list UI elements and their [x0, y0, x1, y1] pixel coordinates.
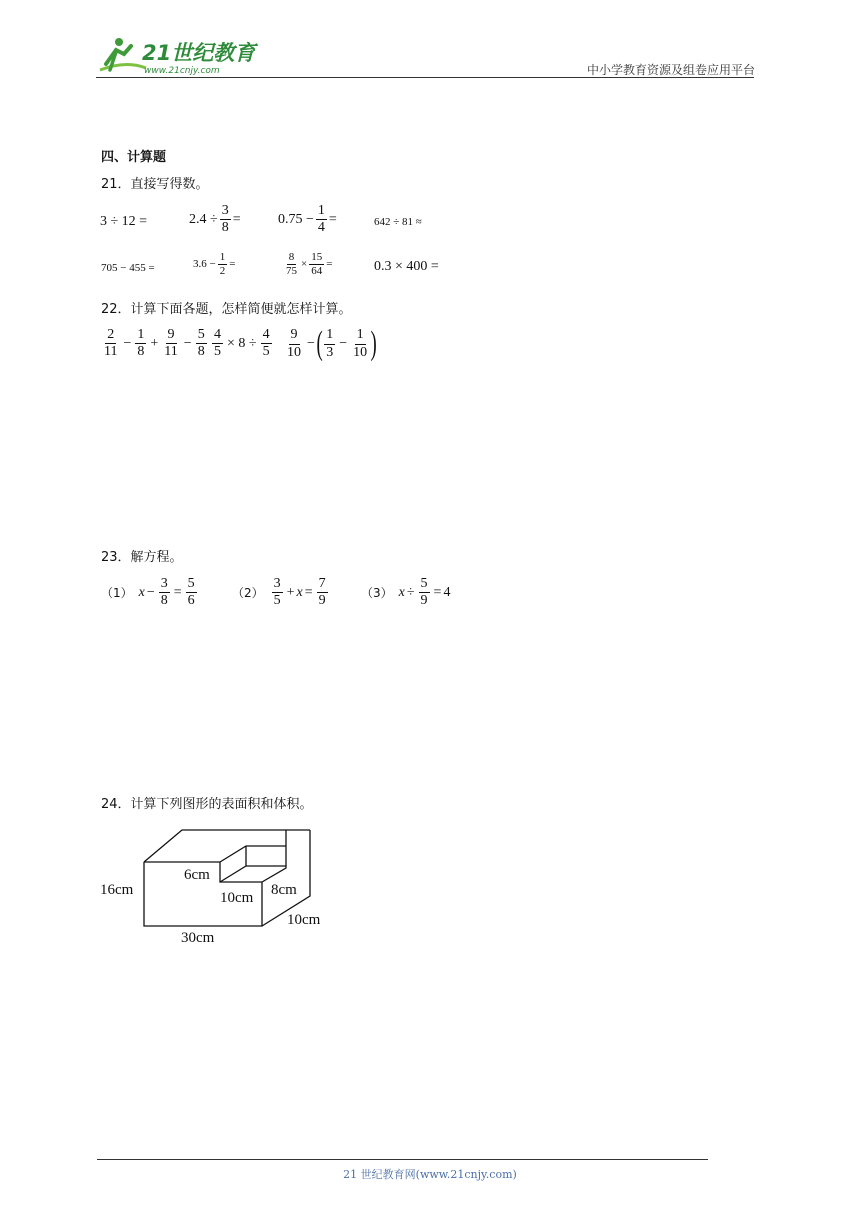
q22-prompt: 22．计算下面各题，怎样简便就怎样计算。 — [101, 302, 352, 317]
q21-r2-a: 705 − 455 = — [101, 262, 155, 274]
header-divider — [96, 77, 754, 78]
q22-expr2: $\frac{4}{5}$ × 8 ÷ $\frac{4}{5}$ — [214, 327, 270, 360]
section-title: 四、计算题 — [101, 150, 167, 165]
q23-eq2: （2） $\frac{3}{5}$ + x = $\frac{7}{9}$ — [232, 576, 326, 609]
q22-expr3: $\frac{9}{10}$ − ( $\frac{1}{3}$ − $\frac{1}{10}$ ) — [287, 325, 377, 362]
solid-figure-diagram — [96, 826, 336, 954]
logo-text: 21世纪教育 — [142, 41, 256, 65]
footer-divider — [97, 1159, 708, 1160]
label-notch-width: 6cm — [184, 867, 210, 883]
label-depth: 10cm — [287, 912, 321, 928]
q23-eq3: （3） x ÷ $\frac{5}{9}$ = 4 — [361, 576, 451, 609]
q21-r2-d: 0.3 × 400 = — [374, 259, 439, 274]
q21-r2-b: 3.6 − $\frac{1}{2}$ = — [193, 251, 236, 277]
q21-r2-c: $\frac{8}{75}$ × $\frac{15}{64}$ = — [286, 251, 333, 277]
q21-r1-c: 0.75 − $\frac{1}{4}$ = — [278, 203, 337, 236]
label-notch-depth: 8cm — [271, 882, 297, 898]
logo-url: www.21cnjy.com — [144, 66, 220, 76]
q22-expr1: $\frac{2}{11}$ − $\frac{1}{8}$ + $\frac{9}{11}$ − $\frac{5}{8}$ — [104, 327, 205, 360]
q21-r1-a: 3 ÷ 12 = — [100, 214, 148, 229]
label-height: 16cm — [100, 882, 134, 898]
q21-r1-d: 642 ÷ 81 ≈ — [374, 216, 422, 228]
label-notch-length: 10cm — [220, 890, 254, 906]
q21-r1-b: 2.4 ÷ $\frac{3}{8}$ = — [189, 203, 241, 236]
q23-eq1: （1） x − $\frac{3}{8}$ = $\frac{5}{6}$ — [101, 576, 195, 609]
q24-prompt: 24．计算下列图形的表面积和体积。 — [101, 797, 313, 812]
q21-prompt: 21．直接写得数。 — [101, 177, 209, 192]
footer-link[interactable]: 21 世纪教育网(www.21cnjy.com) — [343, 1168, 517, 1181]
q23-prompt: 23．解方程。 — [101, 550, 183, 565]
site-logo — [96, 34, 266, 78]
header-platform-text: 中小学教育资源及组卷应用平台 — [586, 63, 755, 77]
label-length: 30cm — [181, 930, 215, 946]
